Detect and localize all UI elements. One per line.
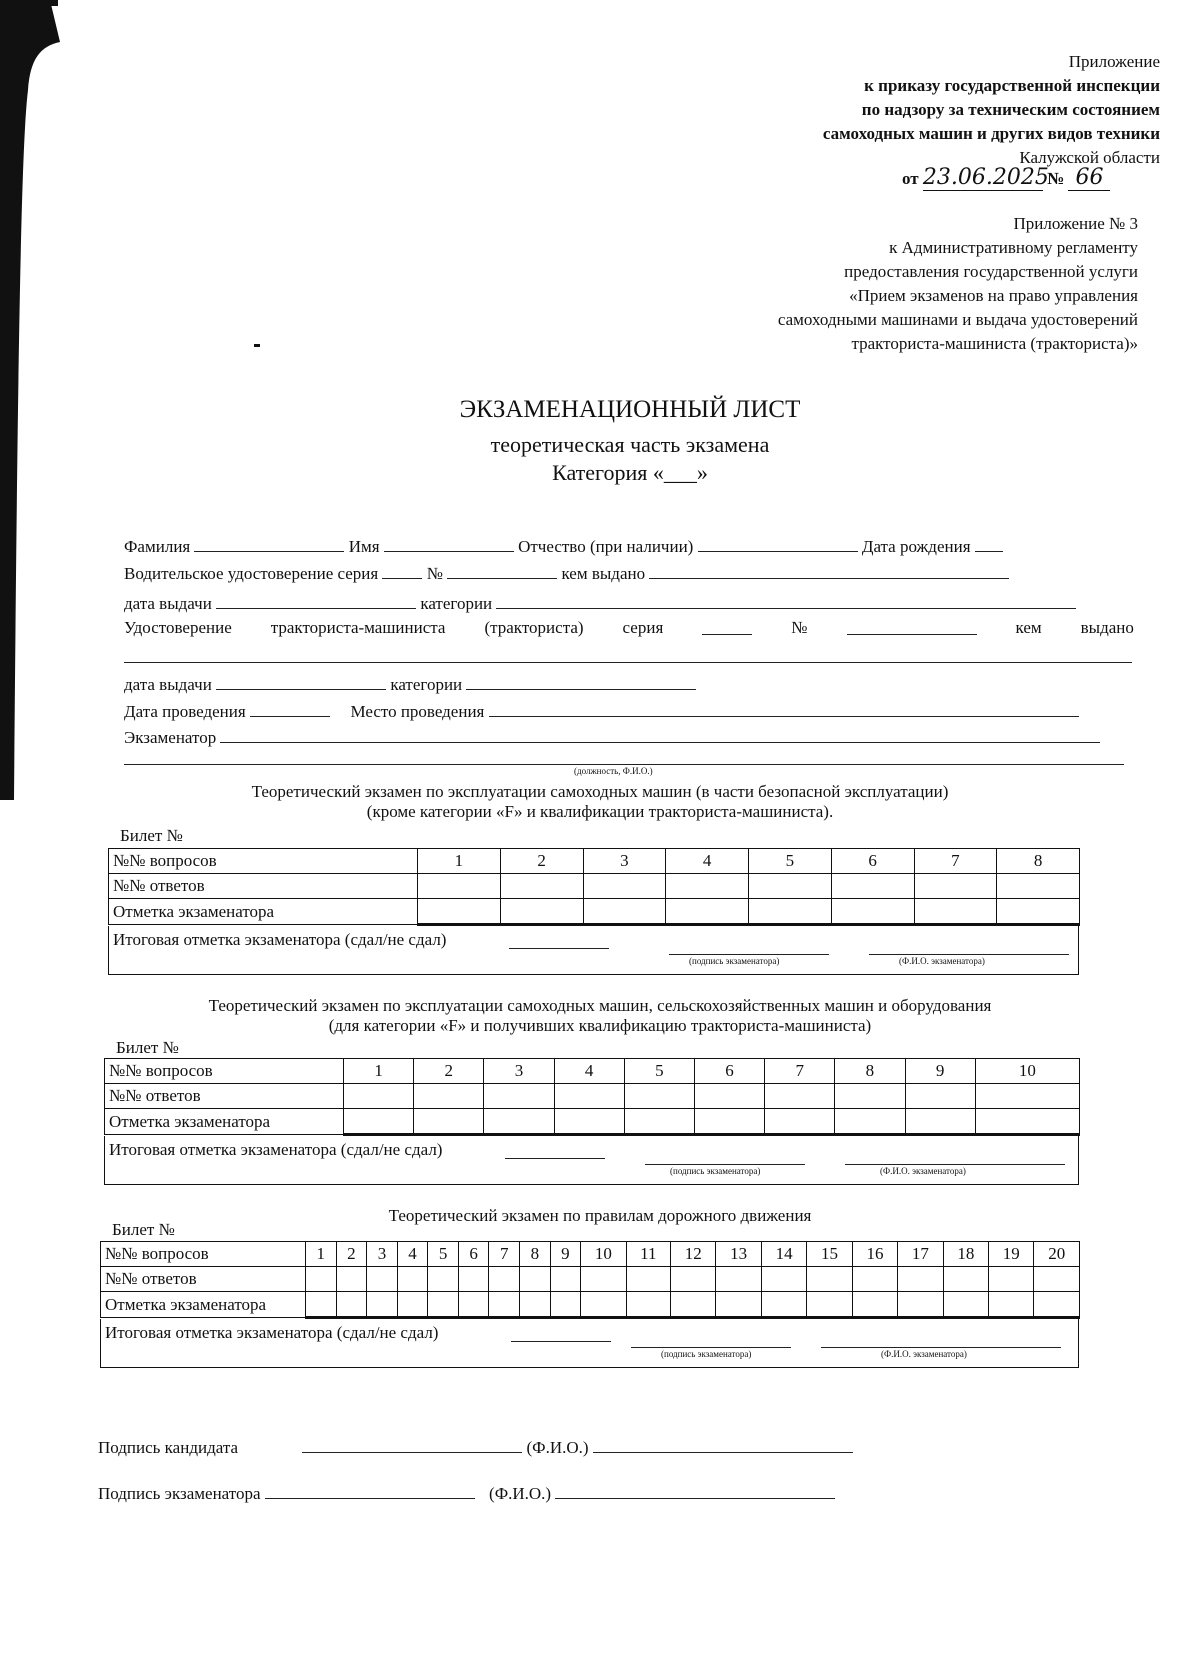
- section2-answer-cell[interactable]: [344, 1084, 414, 1109]
- section2-mark-cell[interactable]: [484, 1109, 554, 1135]
- section3-question-16: 16: [852, 1242, 897, 1267]
- section2-mark-cell[interactable]: [344, 1109, 414, 1135]
- section1-mark-cell[interactable]: [666, 899, 749, 925]
- section3-question-3: 3: [367, 1242, 398, 1267]
- patronymic-field[interactable]: [698, 535, 858, 552]
- section1-mark-cell[interactable]: [749, 899, 832, 925]
- section2-question-6: 6: [694, 1059, 764, 1084]
- page-title: ЭКЗАМЕНАЦИОННЫЙ ЛИСТ: [459, 396, 801, 423]
- driver-license-label: Водительское удостоверение серия: [124, 564, 379, 583]
- section1-final-field[interactable]: [509, 932, 609, 949]
- section3-question-1: 1: [306, 1242, 337, 1267]
- section3-question-6: 6: [458, 1242, 489, 1267]
- examiner-field[interactable]: [220, 726, 1100, 743]
- section3-question-17: 17: [898, 1242, 943, 1267]
- section2-answers-label: №№ ответов: [105, 1084, 344, 1109]
- order-line-4: самоходных машин и других видов техники: [822, 124, 1160, 143]
- row-tractor-license: [124, 618, 1134, 638]
- section2-mark-cell[interactable]: [554, 1109, 624, 1135]
- section3-question-4: 4: [397, 1242, 428, 1267]
- section1-question-5: 5: [749, 849, 832, 874]
- section3-fio-field[interactable]: [821, 1331, 1061, 1348]
- exam-date-label: Дата проведения: [124, 702, 246, 721]
- section3-question-10: 10: [581, 1242, 626, 1267]
- examiner-signature-field[interactable]: [265, 1482, 475, 1499]
- section3-mark-cell[interactable]: [550, 1292, 581, 1318]
- section3-answer-cell[interactable]: [306, 1267, 337, 1292]
- section2-answer-cell[interactable]: [484, 1084, 554, 1109]
- page-subtitle: теоретическая часть экзамена: [490, 432, 770, 457]
- examiner-signature-row: [98, 1482, 835, 1504]
- birth-date-label: Дата рождения: [861, 537, 971, 556]
- section2-questions-row: [105, 1059, 1080, 1084]
- section1-final-label: Итоговая отметка экзаменатора (сдал/не сдал): [113, 930, 447, 949]
- driver-license-issuer-field[interactable]: [649, 562, 1009, 579]
- tractor-issuer-label: кем: [1015, 618, 1042, 637]
- section3-mark-cell[interactable]: [458, 1292, 489, 1318]
- section1-answer-cell[interactable]: [914, 874, 997, 899]
- section1-answer-cell[interactable]: [666, 874, 749, 899]
- driver-license-number-label: №: [426, 564, 443, 583]
- section1-fio-hint: (Ф.И.О. экзаменатора): [899, 956, 985, 966]
- section1-mark-cell[interactable]: [500, 899, 583, 925]
- section3-mark-cell[interactable]: [489, 1292, 520, 1318]
- section2-ticket: Билет №: [116, 1038, 179, 1057]
- section2-marks-row: [105, 1109, 1080, 1135]
- section1-heading-line-2: (кроме категории «F» и квалификации тракториста-машиниста).: [366, 802, 834, 821]
- tractor-license-label-2: тракториста-машиниста: [270, 618, 446, 637]
- candidate-fio-label: (Ф.И.О.): [526, 1438, 589, 1457]
- section3-mark-cell[interactable]: [852, 1292, 897, 1318]
- surname-label: Фамилия: [124, 537, 191, 556]
- section3-question-19: 19: [989, 1242, 1034, 1267]
- section3-mark-cell[interactable]: [898, 1292, 943, 1318]
- section2-sign-hint: (подпись экзаменатора): [670, 1166, 761, 1176]
- section3-answer-cell[interactable]: [670, 1267, 715, 1292]
- section3-mark-cell[interactable]: [943, 1292, 988, 1318]
- section3-fio-hint: (Ф.И.О. экзаменатора): [881, 1349, 967, 1359]
- row-examiner: [124, 726, 1100, 748]
- section2-answer-cell[interactable]: [554, 1084, 624, 1109]
- row-exam-date: [124, 700, 1079, 722]
- section2-answer-cell[interactable]: [835, 1084, 905, 1109]
- section2-final-row: [104, 1136, 1079, 1185]
- tractor-series-label: серия: [622, 618, 664, 637]
- birth-date-field[interactable]: [975, 535, 1003, 552]
- section3-answer-cell[interactable]: [852, 1267, 897, 1292]
- exam-date-field[interactable]: [250, 700, 330, 717]
- section3-question-7: 7: [489, 1242, 520, 1267]
- section1-question-2: 2: [500, 849, 583, 874]
- section2-final-label: Итоговая отметка экзаменатора (сдал/не сдал): [109, 1140, 443, 1159]
- section3-marks-label: Отметка экзаменатора: [101, 1292, 306, 1318]
- section3-answer-cell[interactable]: [428, 1267, 459, 1292]
- section3-answer-cell[interactable]: [626, 1267, 670, 1292]
- patronymic-label: Отчество (при наличии): [518, 537, 694, 556]
- section2-table: [104, 1058, 1080, 1136]
- section2-final-field[interactable]: [505, 1142, 605, 1159]
- row-driver-license: [124, 562, 1009, 584]
- section1-mark-cell[interactable]: [914, 899, 997, 925]
- section2-question-3: 3: [484, 1059, 554, 1084]
- section3-answer-cell[interactable]: [1034, 1267, 1080, 1292]
- section3-answer-cell[interactable]: [367, 1267, 398, 1292]
- section2-answer-cell[interactable]: [765, 1084, 835, 1109]
- section3-question-9: 9: [550, 1242, 581, 1267]
- section3-answer-cell[interactable]: [520, 1267, 551, 1292]
- regulation-line-6: тракториста-машиниста (тракториста)»: [851, 334, 1138, 353]
- candidate-fio-field[interactable]: [593, 1436, 853, 1453]
- categories-label: категории: [420, 594, 493, 613]
- section2-question-5: 5: [624, 1059, 694, 1084]
- section3-question-18: 18: [943, 1242, 988, 1267]
- candidate-signature-label: Подпись кандидата: [98, 1438, 239, 1457]
- section3-question-20: 20: [1034, 1242, 1080, 1267]
- order-date-handwritten: 23.06.2025: [922, 165, 1049, 190]
- order-line-3: по надзору за техническим состоянием: [861, 100, 1160, 119]
- section3-answer-cell[interactable]: [716, 1267, 761, 1292]
- section2-mark-cell[interactable]: [624, 1109, 694, 1135]
- section3-table: [100, 1241, 1080, 1319]
- section2-mark-cell[interactable]: [905, 1109, 975, 1135]
- order-line-2: к приказу государственной инспекции: [864, 76, 1160, 95]
- tractor-license-label-3: (тракториста): [484, 618, 584, 637]
- section2-question-4: 4: [554, 1059, 624, 1084]
- exam-place-field[interactable]: [489, 700, 1079, 717]
- section3-question-11: 11: [626, 1242, 670, 1267]
- section1-questions-row: [109, 849, 1080, 874]
- section1-question-4: 4: [666, 849, 749, 874]
- section2-question-9: 9: [905, 1059, 975, 1084]
- section3-answer-cell[interactable]: [336, 1267, 367, 1292]
- section3-sign-hint: (подпись экзаменатора): [661, 1349, 752, 1359]
- section2-answers-row: [105, 1084, 1080, 1109]
- section1-answers-row: [109, 874, 1080, 899]
- driver-license-series-field[interactable]: [382, 562, 422, 579]
- row-issue-date-2: [124, 673, 696, 695]
- order-date-line: [902, 166, 1110, 191]
- categories-2-label: категории: [390, 675, 463, 694]
- tractor-series-field[interactable]: [702, 618, 752, 635]
- section2-mark-cell[interactable]: [765, 1109, 835, 1135]
- section3-question-5: 5: [428, 1242, 459, 1267]
- section3-answer-cell[interactable]: [489, 1267, 520, 1292]
- order-line-5: Калужской области: [1019, 148, 1160, 167]
- examiner-fio-field[interactable]: [555, 1482, 835, 1499]
- section1-mark-cell[interactable]: [997, 899, 1080, 925]
- section2-mark-cell[interactable]: [414, 1109, 484, 1135]
- section3-mark-cell[interactable]: [397, 1292, 428, 1318]
- section1-heading-line-1: Теоретический экзамен по эксплуатации самоходных машин (в части безопасной эксплуатации): [251, 782, 949, 801]
- section2-question-10: 10: [975, 1059, 1079, 1084]
- section2-answer-cell[interactable]: [975, 1084, 1079, 1109]
- exam-place-label: Место проведения: [350, 702, 485, 721]
- section1-answer-cell[interactable]: [997, 874, 1080, 899]
- section3-final-label: Итоговая отметка экзаменатора (сдал/не сдал): [105, 1323, 439, 1342]
- regulation-line-2: к Административному регламенту: [889, 238, 1138, 257]
- section3-question-2: 2: [336, 1242, 367, 1267]
- section3-mark-cell[interactable]: [989, 1292, 1034, 1318]
- section3-heading: Теоретический экзамен по правилам дорожного движения: [388, 1206, 812, 1225]
- section3-answer-cell[interactable]: [807, 1267, 852, 1292]
- regulation-line-5: самоходными машинами и выдача удостоверений: [777, 310, 1138, 329]
- section3-answer-cell[interactable]: [397, 1267, 428, 1292]
- section3-answer-cell[interactable]: [943, 1267, 988, 1292]
- regulation-line-1: Приложение № 3: [1013, 214, 1138, 233]
- section3-mark-cell[interactable]: [336, 1292, 367, 1318]
- section2-answer-cell[interactable]: [624, 1084, 694, 1109]
- section3-answers-label: №№ ответов: [101, 1267, 306, 1292]
- row-surname: [124, 535, 1124, 557]
- order-number-prefix: №: [1047, 169, 1065, 188]
- category-line: Категория «___»: [552, 460, 708, 485]
- section3-mark-cell[interactable]: [306, 1292, 337, 1318]
- section3-questions-row: [101, 1242, 1080, 1267]
- section3-answer-cell[interactable]: [550, 1267, 581, 1292]
- regulation-appendix-header: [778, 212, 1138, 356]
- section1-answer-cell[interactable]: [749, 874, 832, 899]
- section1-sign-field[interactable]: [669, 938, 829, 955]
- section3-sign-field[interactable]: [631, 1331, 791, 1348]
- section3-question-14: 14: [761, 1242, 806, 1267]
- section1-answer-cell[interactable]: [831, 874, 914, 899]
- section1-ticket: Билет №: [120, 826, 183, 845]
- section1-mark-cell[interactable]: [831, 899, 914, 925]
- section2-questions-label: №№ вопросов: [105, 1059, 344, 1084]
- section3-answer-cell[interactable]: [458, 1267, 489, 1292]
- surname-field[interactable]: [194, 535, 344, 552]
- section2-heading: [100, 996, 1100, 1036]
- section2-answer-cell[interactable]: [905, 1084, 975, 1109]
- examiner-line-2[interactable]: [124, 764, 1124, 765]
- section3-question-12: 12: [670, 1242, 715, 1267]
- issue-date-2-label: дата выдачи: [124, 675, 212, 694]
- section2-mark-cell[interactable]: [694, 1109, 764, 1135]
- order-line-1: Приложение: [1068, 52, 1160, 71]
- section1-answer-cell[interactable]: [583, 874, 666, 899]
- name-field[interactable]: [384, 535, 514, 552]
- section2-question-1: 1: [344, 1059, 414, 1084]
- section2-question-8: 8: [835, 1059, 905, 1084]
- section2-heading-line-2: (для категории «F» и получивших квалификацию тракториста-машиниста): [328, 1016, 872, 1035]
- scan-speck: [254, 344, 260, 347]
- examiner-label: Экзаменатор: [124, 728, 217, 747]
- section2-question-2: 2: [414, 1059, 484, 1084]
- section3-final-row: [100, 1319, 1079, 1368]
- issue-date-2-field[interactable]: [216, 673, 386, 690]
- section1-fio-field[interactable]: [869, 938, 1069, 955]
- order-date-prefix: от: [902, 169, 919, 188]
- examiner-hint: (должность, Ф.И.О.): [574, 766, 653, 776]
- section3-answer-cell[interactable]: [898, 1267, 943, 1292]
- section2-sign-field[interactable]: [645, 1148, 805, 1165]
- section1-table: [108, 848, 1080, 926]
- categories-field[interactable]: [496, 592, 1076, 609]
- section2-answer-cell[interactable]: [414, 1084, 484, 1109]
- section3-mark-cell[interactable]: [428, 1292, 459, 1318]
- order-appendix-header: [823, 50, 1160, 170]
- candidate-signature-row: [98, 1436, 853, 1458]
- row-issue-date: [124, 592, 1076, 614]
- section3-answer-cell[interactable]: [989, 1267, 1034, 1292]
- issue-date-field[interactable]: [216, 592, 416, 609]
- section2-mark-cell[interactable]: [835, 1109, 905, 1135]
- section3-mark-cell[interactable]: [670, 1292, 715, 1318]
- tractor-number-label: №: [791, 618, 808, 637]
- section1-question-3: 3: [583, 849, 666, 874]
- order-number-handwritten: 66: [1068, 166, 1110, 191]
- tractor-issuer-label-2: выдано: [1080, 618, 1134, 637]
- issue-date-label: дата выдачи: [124, 594, 212, 613]
- section3-mark-cell[interactable]: [807, 1292, 852, 1318]
- section3-marks-row: [101, 1292, 1080, 1318]
- section2-marks-label: Отметка экзаменатора: [105, 1109, 344, 1135]
- section1-marks-label: Отметка экзаменатора: [109, 899, 418, 925]
- section1-mark-cell[interactable]: [418, 899, 501, 925]
- section3-mark-cell[interactable]: [716, 1292, 761, 1318]
- section3-ticket: Билет №: [112, 1220, 175, 1239]
- section3-mark-cell[interactable]: [1034, 1292, 1080, 1318]
- tractor-license-label: Удостоверение: [124, 618, 232, 637]
- section3-mark-cell[interactable]: [761, 1292, 806, 1318]
- section3-question-15: 15: [807, 1242, 852, 1267]
- section3-questions-label: №№ вопросов: [101, 1242, 306, 1267]
- section2-mark-cell[interactable]: [975, 1109, 1079, 1135]
- section3-question-13: 13: [716, 1242, 761, 1267]
- section3-question-8: 8: [520, 1242, 551, 1267]
- section3-final-field[interactable]: [511, 1325, 611, 1342]
- section1-mark-cell[interactable]: [583, 899, 666, 925]
- section1-sign-hint: (подпись экзаменатора): [689, 956, 780, 966]
- tractor-number-field[interactable]: [847, 618, 977, 635]
- section2-question-7: 7: [765, 1059, 835, 1084]
- section1-answer-cell[interactable]: [418, 874, 501, 899]
- section2-fio-hint: (Ф.И.О. экзаменатора): [880, 1166, 966, 1176]
- section3-mark-cell[interactable]: [581, 1292, 626, 1318]
- section1-question-8: 8: [997, 849, 1080, 874]
- name-label: Имя: [348, 537, 380, 556]
- driver-license-number-field[interactable]: [447, 562, 557, 579]
- section2-answer-cell[interactable]: [694, 1084, 764, 1109]
- section1-marks-row: [109, 899, 1080, 925]
- section3-answer-cell[interactable]: [761, 1267, 806, 1292]
- section1-question-6: 6: [831, 849, 914, 874]
- section1-questions-label: №№ вопросов: [109, 849, 418, 874]
- section1-question-1: 1: [418, 849, 501, 874]
- section1-answers-label: №№ ответов: [109, 874, 418, 899]
- section2-heading-line-1: Теоретический экзамен по эксплуатации самоходных машин, сельскохозяйственных машин и оборудования: [208, 996, 992, 1015]
- section3-mark-cell[interactable]: [626, 1292, 670, 1318]
- section3-mark-cell[interactable]: [520, 1292, 551, 1318]
- categories-2-field[interactable]: [466, 673, 696, 690]
- regulation-line-4: «Прием экзаменов на право управления: [849, 286, 1138, 305]
- section1-question-7: 7: [914, 849, 997, 874]
- section3-answers-row: [101, 1267, 1080, 1292]
- driver-license-issuer-label: кем выдано: [561, 564, 646, 583]
- examiner-signature-label: Подпись экзаменатора: [98, 1484, 261, 1503]
- candidate-signature-field[interactable]: [302, 1436, 522, 1453]
- section1-final-row: [108, 926, 1079, 975]
- regulation-line-3: предоставления государственной услуги: [844, 262, 1138, 281]
- examiner-fio-label: (Ф.И.О.): [489, 1484, 552, 1503]
- tractor-issuer-line[interactable]: [124, 662, 1132, 663]
- section3-mark-cell[interactable]: [367, 1292, 398, 1318]
- section1-answer-cell[interactable]: [500, 874, 583, 899]
- section2-fio-field[interactable]: [845, 1148, 1065, 1165]
- section1-heading: [100, 782, 1100, 822]
- section3-answer-cell[interactable]: [581, 1267, 626, 1292]
